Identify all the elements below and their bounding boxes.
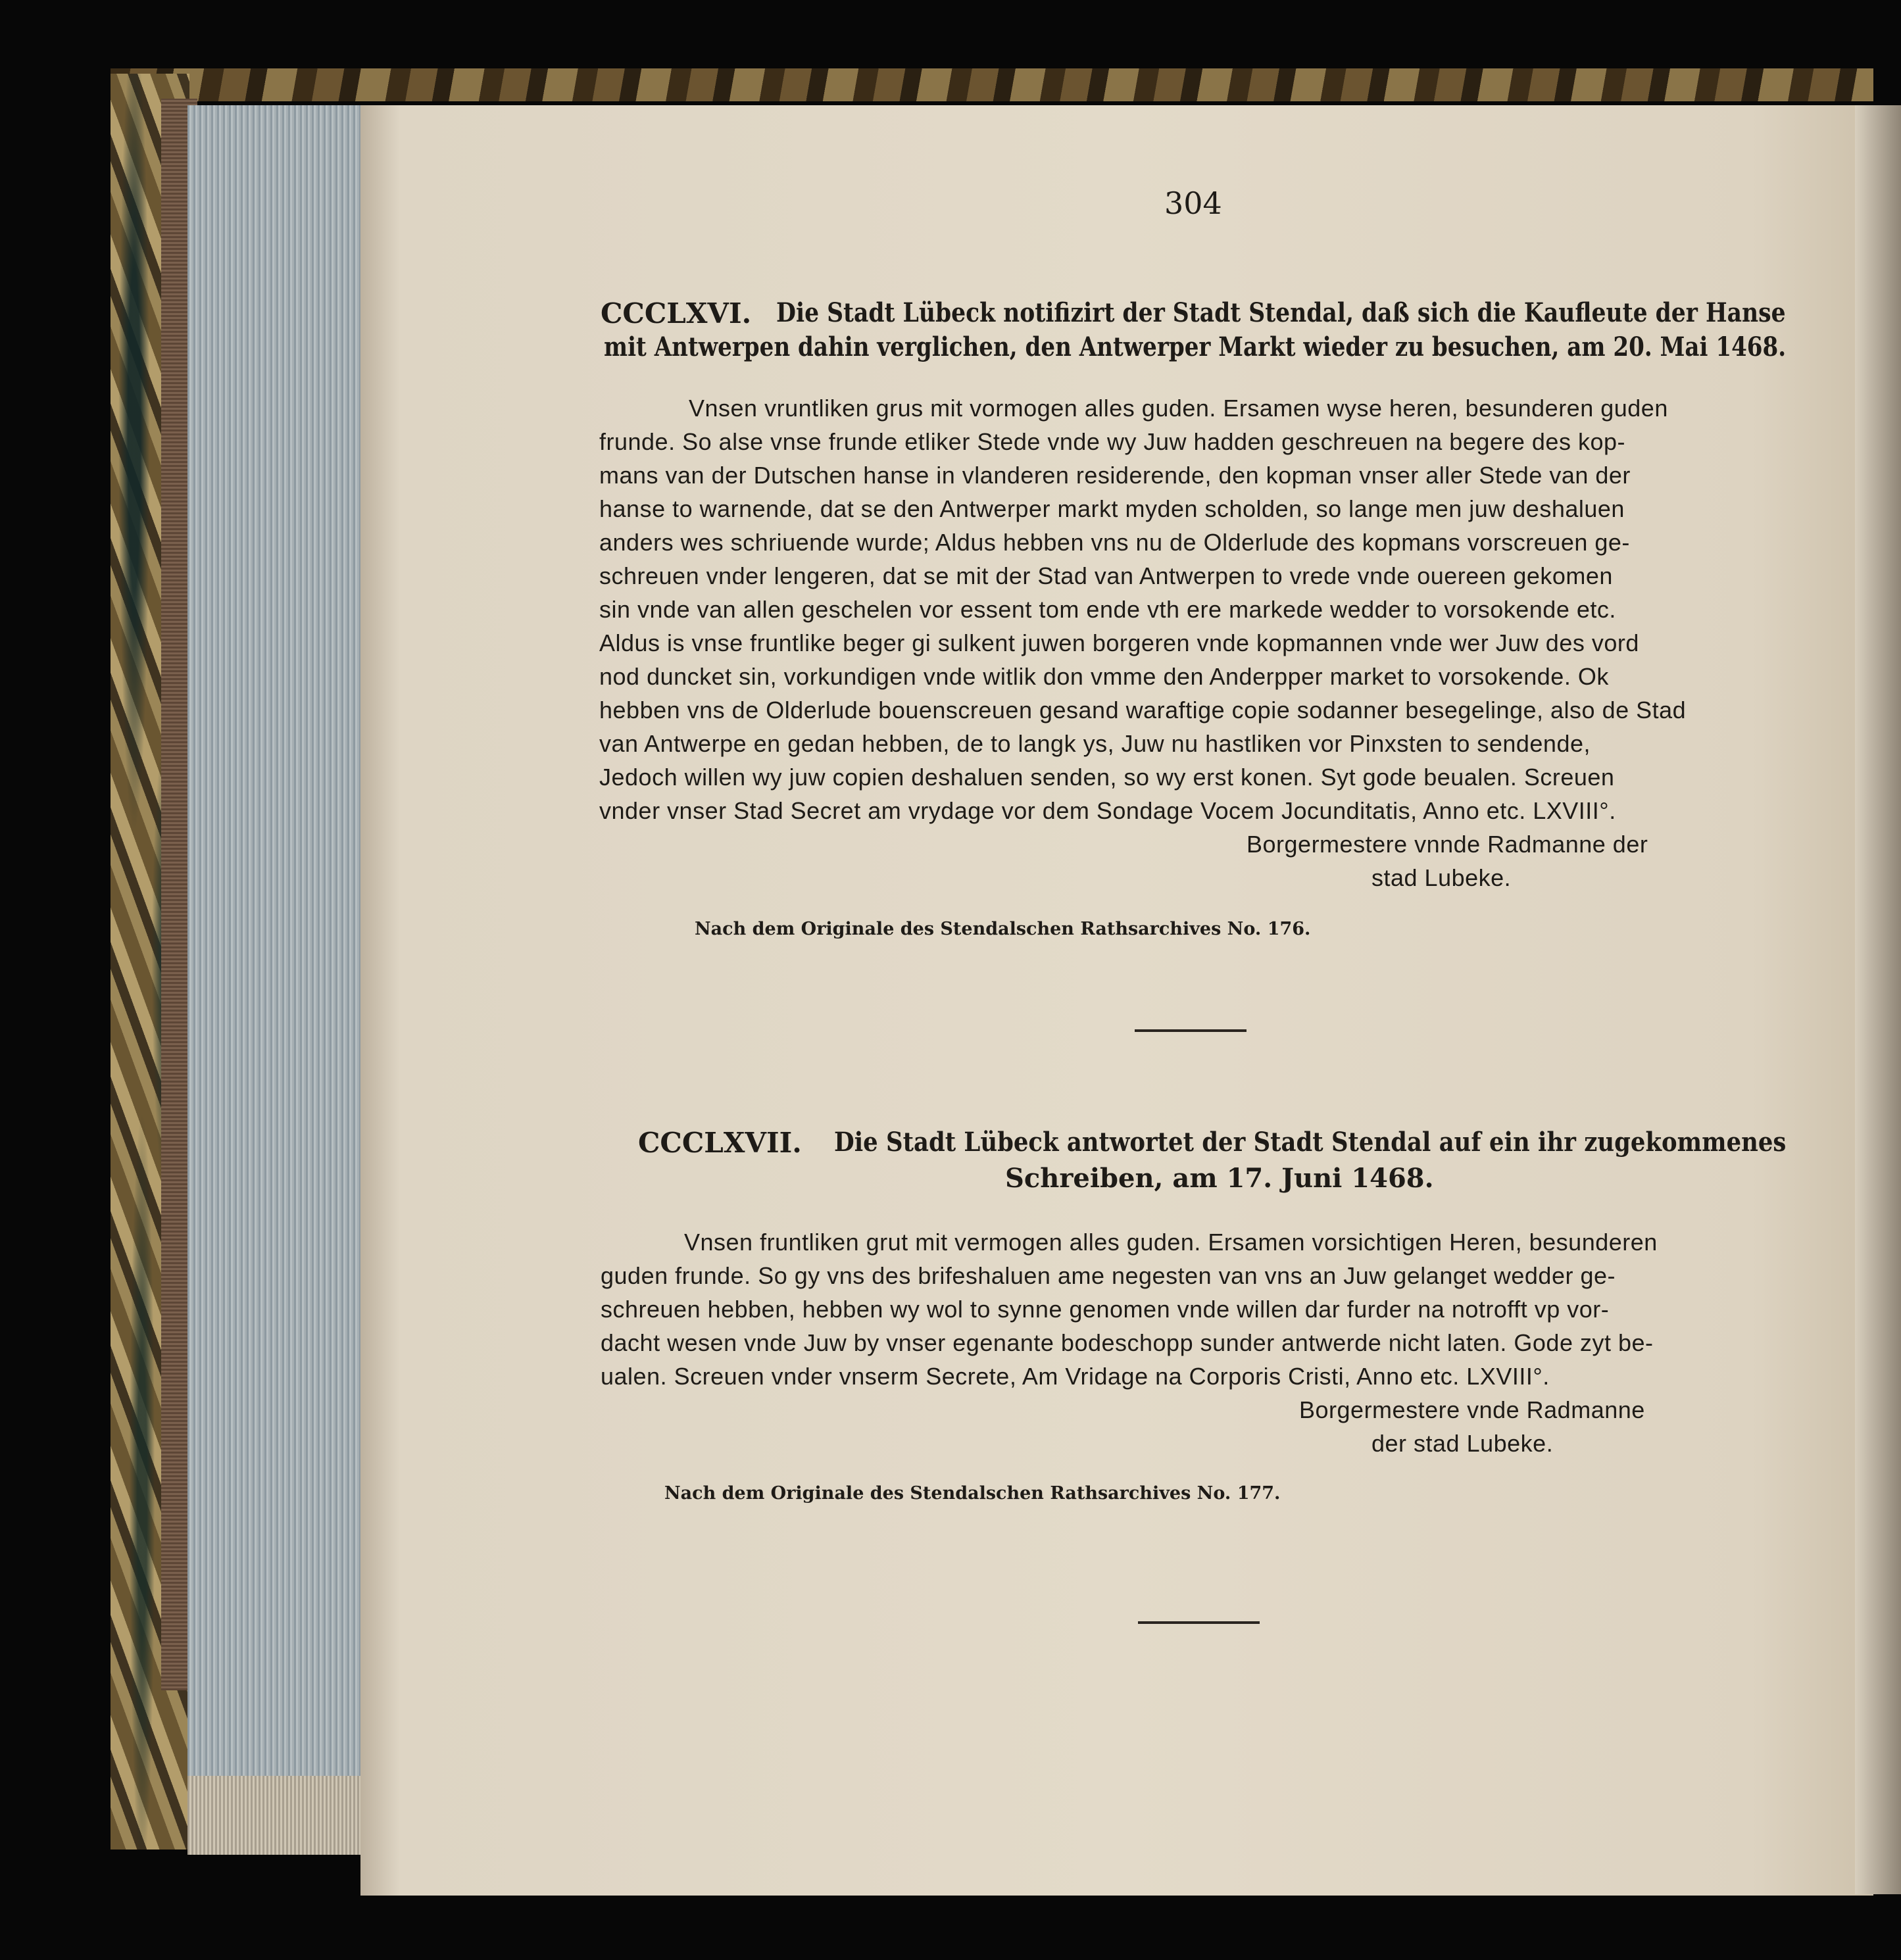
section-divider: [1135, 1029, 1247, 1032]
signature-line: Borgermestere vnde Radmanne: [1299, 1396, 1645, 1423]
body-line: Aldus is vnse fruntlike beger gi sulkent juwen borgeren vnde kopmannen vnde wer Juw des vord: [599, 629, 1639, 656]
body-line: anders wes schriuende wurde; Aldus hebben vns nu de Olderlude des kopmans vorscreuen ge-: [599, 529, 1630, 556]
signature-line: Borgermestere vnnde Radmanne der: [1247, 831, 1648, 858]
body-line: ualen. Screuen vnder vnserm Secrete, Am Vridage na Corporis Cristi, Anno etc. LXVIII°.: [601, 1363, 1550, 1390]
body-line: hebben vns de Olderlude bouenscreuen gesand waraftige copie sodanner besegelinge, also de Stad: [599, 697, 1687, 723]
body-line: sin vnde van allen geschelen vor essent tom ende vth ere markede wedder to vorsokende etc.: [599, 596, 1616, 623]
heading-line: Die Stadt Lübeck antwortet der Stadt Stendal auf ein ihr zugekommenes: [834, 1127, 1787, 1158]
body-line: dacht wesen vnde Juw by vnser egenante bodeschopp sunder antwerde nicht laten. Gode zyt be-: [601, 1329, 1654, 1356]
page-block-bottom: [187, 1776, 365, 1855]
heading-line: Die Stadt Lübeck notifizirt der Stadt Stendal, daß sich die Kaufleute der Hanse: [776, 297, 1786, 328]
heading-line: Schreiben, am 17. Juni 1468.: [1005, 1163, 1434, 1194]
signature-line: der stad Lubeke.: [1371, 1430, 1554, 1457]
source-note: Nach dem Originale des Stendalschen Rathsarchives No. 176.: [695, 919, 1311, 939]
body-line: Jedoch willen wy juw copien deshaluen senden, so wy erst konen. Syt gode beualen. Screuen: [599, 764, 1615, 791]
body-line: hanse to warnende, dat se den Antwerper markt myden scholden, so lange men juw deshaluen: [599, 495, 1625, 522]
signature-line: stad Lubeke.: [1371, 864, 1512, 891]
document-number: CCCLXVII.: [638, 1127, 802, 1159]
page-number: 304: [1164, 185, 1222, 221]
heading-line: mit Antwerpen dahin verglichen, den Antwerper Markt wieder zu besuchen, am 20. Mai 1468.: [604, 331, 1787, 362]
body-line: Vnsen fruntliken grut mit vermogen alles guden. Ersamen vorsichtigen Heren, besunderen: [684, 1229, 1658, 1256]
body-line: frunde. So alse vnse frunde etliker Stede vnde wy Juw hadden geschreuen na begere des kop-: [599, 428, 1625, 455]
body-line: schreuen vnder lengeren, dat se mit der Stad van Antwerpen to vrede vnde ouereen gekomen: [599, 562, 1613, 589]
body-line: guden frunde. So gy vns des brifeshaluen ame negesten van vns an Juw gelanget wedder ge-: [601, 1262, 1616, 1289]
body-line: schreuen hebben, hebben wy wol to synne genomen vnde willen dar furder na notrofft vp vor-: [601, 1296, 1610, 1323]
page-block-edges: [187, 105, 365, 1815]
book-cover-top-edge: [111, 68, 1873, 101]
section-divider: [1138, 1621, 1260, 1624]
body-line: nod duncket sin, vorkundigen vnde witlik don vmme den Anderpper market to vorsokende. Ok: [599, 663, 1609, 690]
source-note: Nach dem Originale des Stendalschen Rathsarchives No. 177.: [664, 1483, 1281, 1504]
book-page: [360, 105, 1873, 1896]
document-number: CCCLXVI.: [601, 297, 752, 330]
facing-page-edge: [1855, 105, 1901, 1894]
body-line: Vnsen vruntliken grus mit vormogen alles guden. Ersamen wyse heren, besunderen guden: [689, 395, 1668, 422]
body-line: mans van der Dutschen hanse in vlanderen residerende, den kopman vnser aller Stede van der: [599, 462, 1631, 489]
body-line: vnder vnser Stad Secret am vrydage vor dem Sondage Vocem Jocunditatis, Anno etc. LXVIII°.: [599, 797, 1616, 824]
body-line: van Antwerpe en gedan hebben, de to langk ys, Juw nu hastliken vor Pinxsten to sendende,: [599, 730, 1591, 757]
